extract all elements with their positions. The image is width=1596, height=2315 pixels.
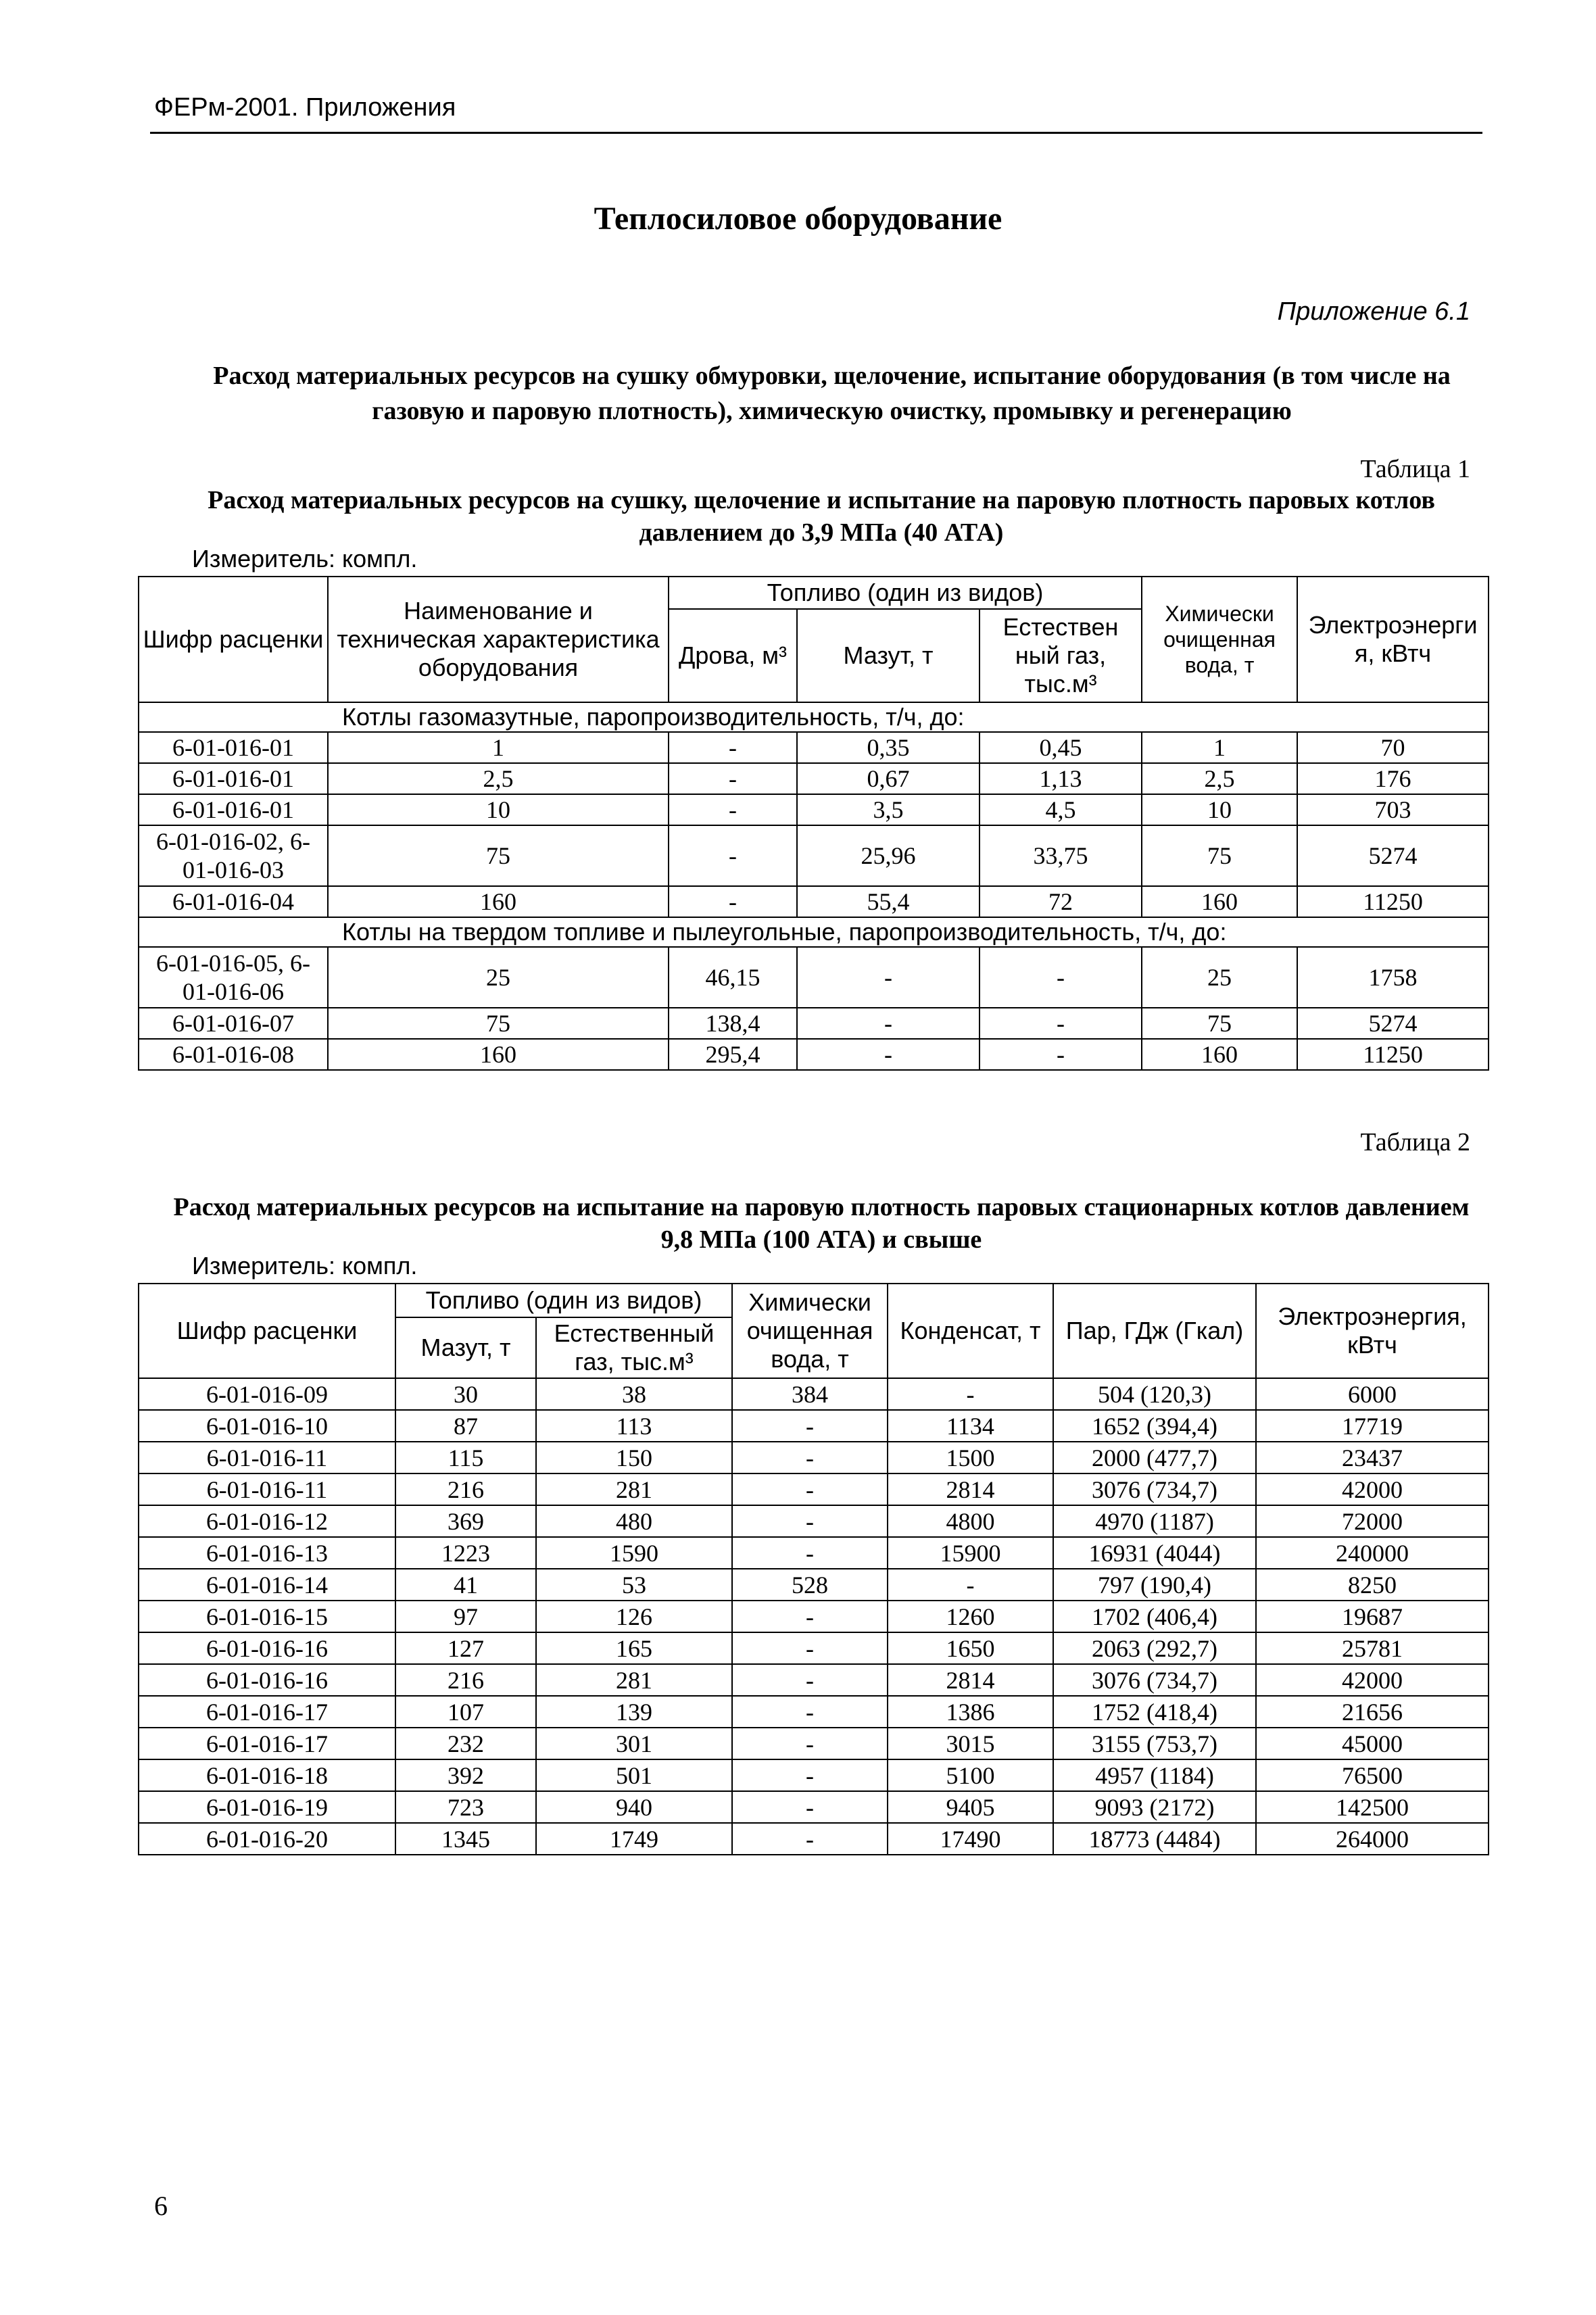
value-cell: 75 (1142, 825, 1297, 886)
value-cell: 3155 (753,7) (1053, 1728, 1256, 1759)
value-cell: 392 (395, 1759, 536, 1791)
value-cell: 42000 (1256, 1473, 1489, 1505)
value-cell: - (732, 1759, 888, 1791)
value-cell: 232 (395, 1728, 536, 1759)
value-cell: 240000 (1256, 1537, 1489, 1569)
value-cell: - (732, 1728, 888, 1759)
table-row (139, 1759, 1489, 1791)
table-row (139, 1410, 1489, 1442)
value-cell: 11250 (1297, 1039, 1489, 1070)
table-row (139, 1664, 1489, 1696)
value-cell: - (669, 732, 797, 763)
value-cell: - (797, 1008, 980, 1039)
table1-title: Расход материальных ресурсов на сушку, щелочение и испытание на паровую плотность паровых котлов давлением до 3,9 МПа (40 АТА) (208, 486, 1435, 547)
value-cell: - (732, 1537, 888, 1569)
value-cell: - (797, 1039, 980, 1070)
value-cell: 1752 (418,4) (1053, 1696, 1256, 1728)
value-cell: - (732, 1505, 888, 1537)
value-cell: 5100 (888, 1759, 1053, 1791)
value-cell: 165 (536, 1632, 732, 1664)
rate-code-cell: 6-01-016-11 (139, 1442, 395, 1473)
value-cell: 53 (536, 1569, 732, 1601)
value-cell: 160 (328, 1039, 669, 1070)
rate-code-cell: 6-01-016-17 (139, 1696, 395, 1728)
t2-header-fuel-oil: Мазут, т (395, 1317, 536, 1378)
table-row (139, 825, 1489, 886)
value-cell: 216 (395, 1664, 536, 1696)
t2-header-code: Шифр расценки (139, 1284, 395, 1378)
value-cell: 295,4 (669, 1039, 797, 1070)
rate-code-cell: 6-01-016-20 (139, 1823, 395, 1855)
t1-header-water: Химически очищенная вода, т (1142, 577, 1297, 702)
value-cell: 1345 (395, 1823, 536, 1855)
t1-header-name: Наименование и техническая характеристика оборудования (328, 577, 669, 702)
value-cell: 25 (1142, 947, 1297, 1008)
t2-header-steam: Пар, ГДж (Гкал) (1053, 1284, 1256, 1378)
page-number: 6 (154, 2191, 168, 2221)
value-cell: 25 (328, 947, 669, 1008)
value-cell: 384 (732, 1378, 888, 1410)
main-title: Теплосиловое оборудование (594, 201, 1002, 237)
t1-header-fuel: Топливо (один из видов) (669, 577, 1142, 609)
value-cell: 10 (328, 794, 669, 825)
table-row (139, 886, 1489, 917)
value-cell: 139 (536, 1696, 732, 1728)
appendix-number: Приложение 6.1 (1277, 297, 1470, 326)
value-cell: 142500 (1256, 1791, 1489, 1823)
table-row (139, 1632, 1489, 1664)
value-cell: 10 (1142, 794, 1297, 825)
table-row (139, 1442, 1489, 1473)
table-row (139, 1039, 1489, 1070)
value-cell: - (980, 1008, 1142, 1039)
value-cell: 501 (536, 1759, 732, 1791)
value-cell: - (732, 1823, 888, 1855)
value-cell: 0,67 (797, 763, 980, 794)
t2-header-water: Химически очищенная вода, т (732, 1284, 888, 1378)
rate-code-cell: 6-01-016-01 (139, 794, 328, 825)
t2-header-gas: Естественный газ, тыс.м³ (536, 1317, 732, 1378)
value-cell: 176 (1297, 763, 1489, 794)
value-cell: - (669, 825, 797, 886)
table-row (139, 794, 1489, 825)
table1-number: Таблица 1 (1360, 455, 1470, 483)
value-cell: 18773 (4484) (1053, 1823, 1256, 1855)
value-cell: 87 (395, 1410, 536, 1442)
value-cell: 25781 (1256, 1632, 1489, 1664)
value-cell: 2814 (888, 1664, 1053, 1696)
table-row (139, 1823, 1489, 1855)
value-cell: 9405 (888, 1791, 1053, 1823)
value-cell: - (732, 1791, 888, 1823)
value-cell: 23437 (1256, 1442, 1489, 1473)
rate-code-cell: 6-01-016-01 (139, 763, 328, 794)
value-cell: 301 (536, 1728, 732, 1759)
value-cell: 41 (395, 1569, 536, 1601)
value-cell: 281 (536, 1473, 732, 1505)
value-cell: - (888, 1569, 1053, 1601)
value-cell: 15900 (888, 1537, 1053, 1569)
value-cell: 2063 (292,7) (1053, 1632, 1256, 1664)
table-row (139, 763, 1489, 794)
value-cell: 528 (732, 1569, 888, 1601)
value-cell: 160 (1142, 886, 1297, 917)
value-cell: 8250 (1256, 1569, 1489, 1601)
value-cell: - (732, 1601, 888, 1632)
table-group-row (139, 702, 1489, 732)
value-cell: 75 (1142, 1008, 1297, 1039)
table-row (139, 732, 1489, 763)
value-cell: - (980, 1039, 1142, 1070)
group-label: Котлы газомазутные, паропроизводительность, т/ч, до: (139, 702, 1489, 732)
value-cell: 797 (190,4) (1053, 1569, 1256, 1601)
value-cell: 4,5 (980, 794, 1142, 825)
value-cell: 76500 (1256, 1759, 1489, 1791)
table-row (139, 1008, 1489, 1039)
value-cell: 1260 (888, 1601, 1053, 1632)
t1-header-fuel-oil: Мазут, т (797, 609, 980, 702)
value-cell: 0,45 (980, 732, 1142, 763)
value-cell: 480 (536, 1505, 732, 1537)
value-cell: 4970 (1187) (1053, 1505, 1256, 1537)
value-cell: - (732, 1473, 888, 1505)
value-cell: 2000 (477,7) (1053, 1442, 1256, 1473)
rate-code-cell: 6-01-016-12 (139, 1505, 395, 1537)
value-cell: 2814 (888, 1473, 1053, 1505)
value-cell: 127 (395, 1632, 536, 1664)
value-cell: 21656 (1256, 1696, 1489, 1728)
value-cell: 16931 (4044) (1053, 1537, 1256, 1569)
value-cell: - (888, 1378, 1053, 1410)
value-cell: 3076 (734,7) (1053, 1664, 1256, 1696)
rate-code-cell: 6-01-016-10 (139, 1410, 395, 1442)
value-cell: 150 (536, 1442, 732, 1473)
group-label: Котлы на твердом топливе и пылеугольные, паропроизводительность, т/ч, до: (139, 917, 1489, 947)
value-cell: 25,96 (797, 825, 980, 886)
table-row (139, 1696, 1489, 1728)
value-cell: 264000 (1256, 1823, 1489, 1855)
table-row (139, 1505, 1489, 1537)
value-cell: - (732, 1696, 888, 1728)
table-row (139, 1728, 1489, 1759)
rate-code-cell: 6-01-016-11 (139, 1473, 395, 1505)
rate-code-cell: 6-01-016-02, 6-01-016-03 (139, 825, 328, 886)
value-cell: 1223 (395, 1537, 536, 1569)
value-cell: 369 (395, 1505, 536, 1537)
value-cell: 42000 (1256, 1664, 1489, 1696)
rate-code-cell: 6-01-016-13 (139, 1537, 395, 1569)
rate-code-cell: 6-01-016-01 (139, 732, 328, 763)
value-cell: 281 (536, 1664, 732, 1696)
t1-header-gas: Естествен ный газ, тыс.м³ (980, 609, 1142, 702)
value-cell: 126 (536, 1601, 732, 1632)
value-cell: - (980, 947, 1142, 1008)
value-cell: 3076 (734,7) (1053, 1473, 1256, 1505)
rate-code-cell: 6-01-016-17 (139, 1728, 395, 1759)
rate-code-cell: 6-01-016-05, 6-01-016-06 (139, 947, 328, 1008)
value-cell: 3015 (888, 1728, 1053, 1759)
value-cell: 1 (1142, 732, 1297, 763)
value-cell: - (669, 886, 797, 917)
value-cell: 6000 (1256, 1378, 1489, 1410)
value-cell: 17719 (1256, 1410, 1489, 1442)
value-cell: - (732, 1632, 888, 1664)
value-cell: 70 (1297, 732, 1489, 763)
rate-code-cell: 6-01-016-09 (139, 1378, 395, 1410)
value-cell: 115 (395, 1442, 536, 1473)
t1-header-power: Электроэнерги я, кВтч (1297, 577, 1489, 702)
intro-heading: Расход материальных ресурсов на сушку обмуровки, щелочение, испытание оборудования (в том числе на газовую и паровую плотность), химическую очистку, промывку и регенерацию (213, 362, 1451, 425)
rate-code-cell: 6-01-016-08 (139, 1039, 328, 1070)
value-cell: 4800 (888, 1505, 1053, 1537)
t2-header-condensate: Конденсат, т (888, 1284, 1053, 1378)
rate-code-cell: 6-01-016-16 (139, 1632, 395, 1664)
value-cell: - (732, 1410, 888, 1442)
table2-number: Таблица 2 (1360, 1128, 1470, 1156)
value-cell: 72 (980, 886, 1142, 917)
value-cell: 45000 (1256, 1728, 1489, 1759)
value-cell: 1 (328, 732, 669, 763)
value-cell: 38 (536, 1378, 732, 1410)
table-row (139, 1473, 1489, 1505)
value-cell: 723 (395, 1791, 536, 1823)
table-group-row (139, 917, 1489, 947)
value-cell: 5274 (1297, 1008, 1489, 1039)
value-cell: 4957 (1184) (1053, 1759, 1256, 1791)
value-cell: 11250 (1297, 886, 1489, 917)
value-cell: 1386 (888, 1696, 1053, 1728)
value-cell: 55,4 (797, 886, 980, 917)
value-cell: 703 (1297, 794, 1489, 825)
value-cell: 138,4 (669, 1008, 797, 1039)
table-row (139, 1791, 1489, 1823)
rate-code-cell: 6-01-016-07 (139, 1008, 328, 1039)
table1 (138, 576, 1489, 1071)
rate-code-cell: 6-01-016-18 (139, 1759, 395, 1791)
value-cell: 19687 (1256, 1601, 1489, 1632)
table1-unit: Измеритель: компл. (192, 545, 418, 572)
table2 (138, 1283, 1489, 1855)
value-cell: 97 (395, 1601, 536, 1632)
value-cell: 107 (395, 1696, 536, 1728)
value-cell: - (732, 1442, 888, 1473)
value-cell: 5274 (1297, 825, 1489, 886)
value-cell: 75 (328, 1008, 669, 1039)
value-cell: 46,15 (669, 947, 797, 1008)
value-cell: 1702 (406,4) (1053, 1601, 1256, 1632)
value-cell: 216 (395, 1473, 536, 1505)
value-cell: 33,75 (980, 825, 1142, 886)
value-cell: 504 (120,3) (1053, 1378, 1256, 1410)
rate-code-cell: 6-01-016-04 (139, 886, 328, 917)
value-cell: - (797, 947, 980, 1008)
rate-code-cell: 6-01-016-15 (139, 1601, 395, 1632)
value-cell: 1652 (394,4) (1053, 1410, 1256, 1442)
table2-unit: Измеритель: компл. (192, 1252, 418, 1280)
value-cell: 160 (1142, 1039, 1297, 1070)
t2-header-fuel: Топливо (один из видов) (395, 1284, 732, 1317)
value-cell: 1758 (1297, 947, 1489, 1008)
value-cell: 75 (328, 825, 669, 886)
value-cell: 17490 (888, 1823, 1053, 1855)
value-cell: - (732, 1664, 888, 1696)
value-cell: 1500 (888, 1442, 1053, 1473)
table-row (139, 1569, 1489, 1601)
value-cell: 1650 (888, 1632, 1053, 1664)
value-cell: 2,5 (1142, 763, 1297, 794)
rate-code-cell: 6-01-016-14 (139, 1569, 395, 1601)
table2-title: Расход материальных ресурсов на испытание на паровую плотность паровых стационарных котлов давлением 9,8 МПа (100 АТА) и свыше (173, 1193, 1470, 1254)
rate-code-cell: 6-01-016-19 (139, 1791, 395, 1823)
value-cell: 2,5 (328, 763, 669, 794)
t1-header-wood: Дрова, м³ (669, 609, 797, 702)
value-cell: 30 (395, 1378, 536, 1410)
value-cell: 160 (328, 886, 669, 917)
value-cell: 1749 (536, 1823, 732, 1855)
table-row (139, 1537, 1489, 1569)
t1-header-code: Шифр расценки (139, 577, 328, 702)
value-cell: 3,5 (797, 794, 980, 825)
table-row (139, 1601, 1489, 1632)
running-header: ФЕРм-2001. Приложения (154, 93, 456, 122)
value-cell: - (669, 763, 797, 794)
value-cell: 1134 (888, 1410, 1053, 1442)
value-cell: 113 (536, 1410, 732, 1442)
value-cell: - (669, 794, 797, 825)
t2-header-power: Электроэнергия, кВтч (1256, 1284, 1489, 1378)
value-cell: 9093 (2172) (1053, 1791, 1256, 1823)
table-row (139, 1378, 1489, 1410)
value-cell: 0,35 (797, 732, 980, 763)
rate-code-cell: 6-01-016-16 (139, 1664, 395, 1696)
value-cell: 940 (536, 1791, 732, 1823)
header-rule (150, 132, 1482, 134)
value-cell: 1,13 (980, 763, 1142, 794)
value-cell: 72000 (1256, 1505, 1489, 1537)
table-row (139, 947, 1489, 1008)
value-cell: 1590 (536, 1537, 732, 1569)
